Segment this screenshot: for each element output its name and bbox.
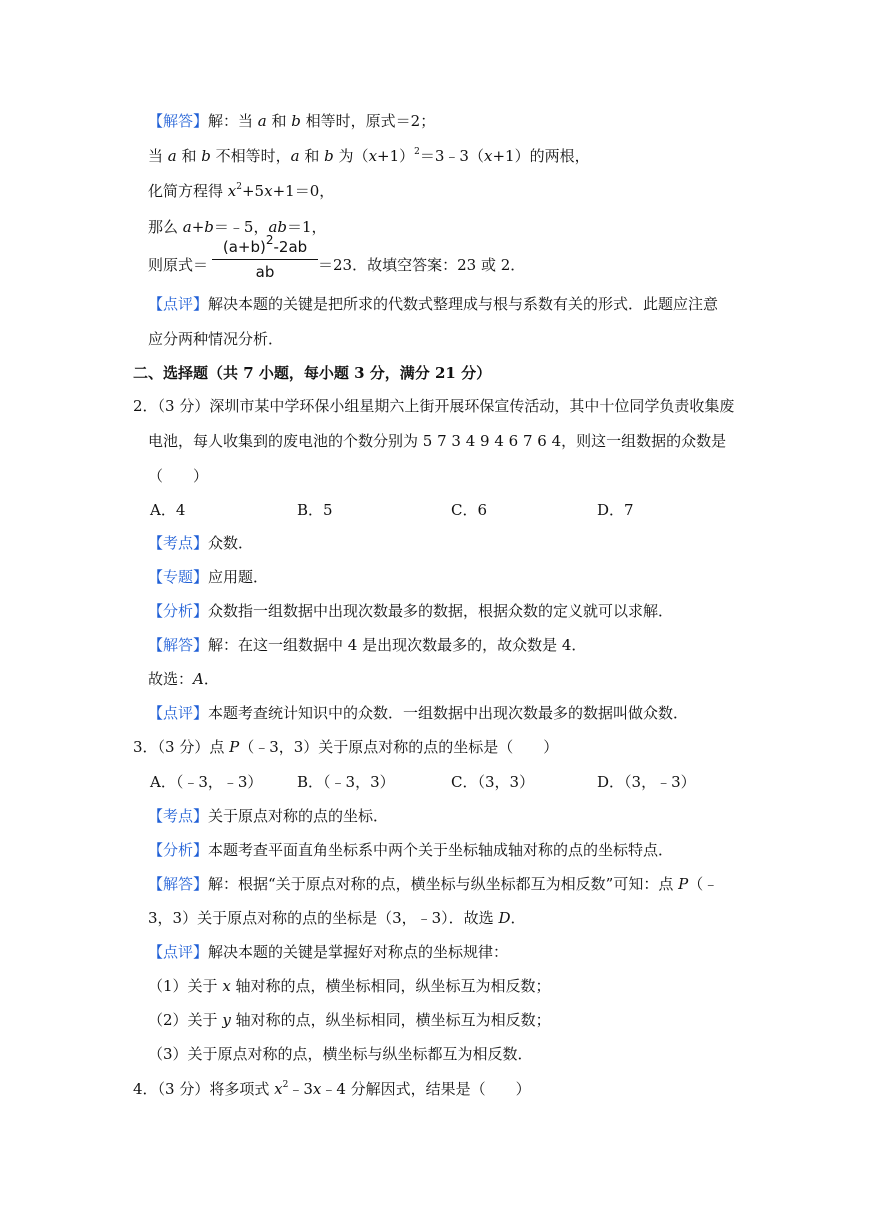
superscript: 2 <box>236 182 242 192</box>
text: 和 <box>176 147 202 165</box>
q2-option-a: A．4 <box>150 501 186 519</box>
text: +5 <box>241 182 265 200</box>
q1-review-line-1 <box>148 294 718 314</box>
text: 众数指一组数据中出现次数最多的数据，根据众数的定义就可以求解． <box>208 602 674 620</box>
var-x: x <box>368 147 378 165</box>
q2-stem-line-3: （ ） <box>148 467 209 485</box>
text: ＝﹣5， <box>213 218 269 236</box>
q1-answer-line-5a <box>148 255 208 275</box>
q3-dianping <box>148 942 508 962</box>
jieda-tag: 【解答】 <box>148 875 209 893</box>
text: 解：在这一组数据中 4 是出现次数最多的，故众数是 4． <box>208 636 587 654</box>
text: 众数． <box>208 534 254 552</box>
q2-dianping <box>148 703 688 723</box>
text: 相等时，原式＝2； <box>300 112 436 130</box>
var-b: b <box>324 147 334 165</box>
q3-kaodian <box>148 806 388 826</box>
kaodian-tag: 【考点】 <box>148 534 209 552</box>
text: 关于原点对称的点的坐标． <box>208 807 389 825</box>
superscript: 2 <box>282 1080 289 1090</box>
q1-review-line-2 <box>148 329 283 349</box>
q1-answer-line-5b <box>318 255 525 275</box>
q3-rule-2 <box>148 1010 551 1030</box>
q2-option-d: D．7 <box>597 501 634 519</box>
text: 解：当 <box>208 112 258 130</box>
q3-stem <box>133 737 558 757</box>
q1-answer-line-3 <box>148 181 334 201</box>
kaodian-tag: 【考点】 <box>148 807 209 825</box>
text: 化简方程得 <box>148 182 228 200</box>
answer-tag: 【解答】 <box>148 112 209 130</box>
text: 本题考查平面直角坐标系中两个关于坐标轴成轴对称的点的坐标特点． <box>208 841 674 859</box>
jieda-tag: 【解答】 <box>148 636 209 654</box>
fraction-bar <box>212 259 318 260</box>
text: 和 <box>299 147 325 165</box>
text: 4．（3 分）将多项式 <box>133 1080 275 1098</box>
zhuanti-tag: 【专题】 <box>148 568 209 586</box>
q2-zhuanti <box>148 567 268 587</box>
q3-option-a: A．（﹣3，﹣3） <box>150 773 263 791</box>
q3-jieda-line-1 <box>148 874 718 894</box>
var-x: x <box>312 1080 322 1098</box>
text: ＝1， <box>287 218 327 236</box>
num-tail: -2ab <box>273 238 308 256</box>
q3-fenxi <box>148 840 673 860</box>
choice-letter: A <box>193 670 204 688</box>
q1-answer-line-1 <box>148 111 435 131</box>
text: 则原式＝ <box>148 256 209 274</box>
choice-letter: D <box>498 909 511 927</box>
num-base: (a+b) <box>222 238 266 256</box>
text: ﹣3 <box>288 1080 313 1098</box>
text: 3．（3 分）点 <box>133 738 230 756</box>
q2-choice <box>148 669 219 689</box>
fraction-numerator <box>212 233 318 256</box>
q2-kaodian <box>148 533 253 553</box>
text: 轴对称的点，纵坐标相同，横坐标互为相反数； <box>230 1011 551 1029</box>
text: 故选： <box>148 670 194 688</box>
fenxi-tag: 【分析】 <box>148 841 209 859</box>
num-exponent: 2 <box>265 233 274 247</box>
var-a: a <box>167 147 177 165</box>
q3-jieda-line-2 <box>148 908 526 928</box>
var-y: y <box>222 1011 231 1029</box>
q3-option-c: C．（3，3） <box>451 773 535 791</box>
text: +1）的两根， <box>492 147 590 165</box>
q2-option-c: C．6 <box>451 501 488 519</box>
text: 3，3）关于原点对称的点的坐标是（3，﹣3）．故选 <box>148 909 499 927</box>
text: 应分两种情况分析． <box>148 330 284 348</box>
superscript: 2 <box>414 147 420 157</box>
q2-stem-line-2: 电池，每人收集到的废电池的个数分别为 5 7 3 4 9 4 6 7 6 4，则这一组数据的众数是 <box>148 432 727 450</box>
text: +1＝0， <box>272 182 335 200</box>
section-2-title: 二、选择题（共 7 小题，每小题 3 分，满分 21 分） <box>133 364 492 382</box>
fenxi-tag: 【分析】 <box>148 602 209 620</box>
q3-option-b: B．（﹣3，3） <box>297 773 395 791</box>
text: ＝3﹣3（ <box>419 147 484 165</box>
text: 应用题． <box>208 568 269 586</box>
var-x: x <box>227 182 237 200</box>
q4-stem <box>133 1079 531 1099</box>
text: 不相等时， <box>210 147 291 165</box>
q3-option-d: D．（3，﹣3） <box>597 773 696 791</box>
var-b: b <box>291 112 301 130</box>
expr-a-plus-b: a+b <box>182 218 214 236</box>
q2-jieda <box>148 635 586 655</box>
text: 解：根据“关于原点对称的点，横坐标与纵坐标都互为相反数”可知：点 <box>208 875 679 893</box>
text: 那么 <box>148 218 183 236</box>
q3-rule-3: （3）关于原点对称的点，横坐标与纵坐标都互为相反数． <box>148 1045 533 1063</box>
var-a: a <box>257 112 267 130</box>
var-x: x <box>264 182 273 200</box>
text: 当 <box>148 147 168 165</box>
q2-fenxi <box>148 601 673 621</box>
text: （2）关于 <box>148 1011 223 1029</box>
text: +1） <box>377 147 415 165</box>
text: 和 <box>266 112 292 130</box>
fraction-denominator: ab <box>255 263 275 281</box>
point-p: P <box>678 875 689 893</box>
text: ． <box>203 670 219 688</box>
var-x: x <box>274 1080 283 1098</box>
text: ＝23．故填空答案：23 或 2． <box>318 256 526 274</box>
q1-answer-line-2 <box>148 146 590 166</box>
text: ． <box>510 909 526 927</box>
expr-ab: ab <box>268 218 287 236</box>
q1-answer-line-4 <box>148 217 327 237</box>
q2-stem-line-1: 2．（3 分）深圳市某中学环保小组星期六上街开展环保宣传活动，其中十位同学负责收集废 <box>133 397 735 415</box>
text: 轴对称的点，横坐标相同，纵坐标互为相反数； <box>230 977 551 995</box>
var-x: x <box>483 147 493 165</box>
text: 本题考查统计知识中的众数．一组数据中出现次数最多的数据叫做众数． <box>208 704 689 722</box>
text: （﹣ <box>688 875 719 893</box>
text: 解决本题的关键是把所求的代数式整理成与根与系数有关的形式．此题应注意 <box>208 295 719 313</box>
text: 解决本题的关键是掌握好对称点的坐标规律： <box>208 943 509 961</box>
var-b: b <box>201 147 211 165</box>
text: （﹣3，3）关于原点对称的点的坐标是（ ） <box>239 738 559 756</box>
text: 为（ <box>333 147 369 165</box>
dianping-tag: 【点评】 <box>148 943 209 961</box>
var-a: a <box>290 147 300 165</box>
review-tag: 【点评】 <box>148 295 209 313</box>
dianping-tag: 【点评】 <box>148 704 209 722</box>
text: （1）关于 <box>148 977 223 995</box>
var-x: x <box>222 977 231 995</box>
q2-option-b: B．5 <box>297 501 333 519</box>
text: ﹣4 分解因式，结果是（ ） <box>321 1080 531 1098</box>
point-p: P <box>229 738 240 756</box>
q3-rule-1 <box>148 976 551 996</box>
